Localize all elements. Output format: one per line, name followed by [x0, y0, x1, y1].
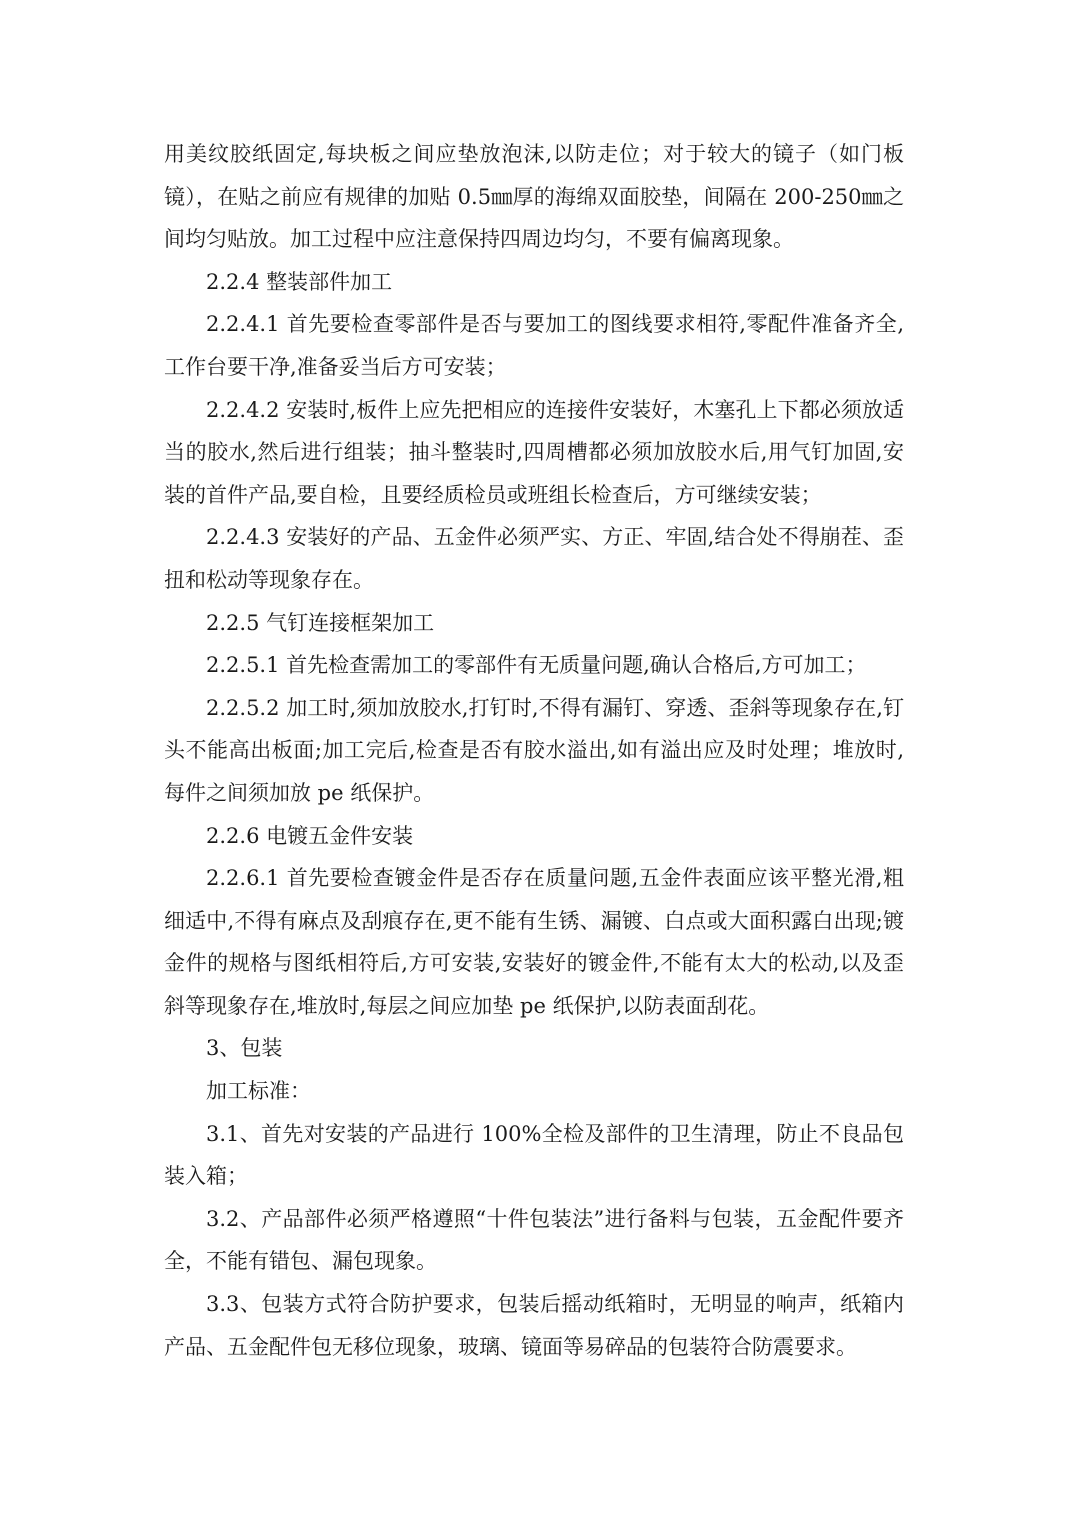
paragraph-2-2-6-1: 2.2.6.1 首先要检查镀金件是否存在质量问题,五金件表面应该平整光滑,粗细适中,不得有麻点及刮痕存在,更不能有生锈、漏镀、白点或大面积露白出现;镀金件的规格与图纸相符后,方可安装,安装好的镀金件,不能有太大的松动,以及歪斜等现象存在,堆放时,每层之间应加垫 pe 纸保护,以防表面刮花。	[164, 866, 904, 1018]
section-heading-2-2-5: 2.2.5 气钉连接框架加工	[206, 610, 435, 635]
paragraph-1: 用美纹胶纸固定,每块板之间应垫放泡沫,以防走位；对于较大的镜子（如门板镜），在贴之前应有规律的加贴 0.5㎜厚的海绵双面胶垫，间隔在 200-250㎜之间均匀贴放。加工过程中应注意保持四周边均匀，不要有偏离现象。	[164, 142, 904, 252]
paragraph-3-2: 3.2、产品部件必须严格遵照“十件包装法”进行备料与包装，五金配件要齐全，不能有错包、漏包现象。	[164, 1206, 904, 1274]
paragraph-2-2-4-2: 2.2.4.2 安装时,板件上应先把相应的连接件安装好，木塞孔上下都必须放适当的胶水,然后进行组装；抽斗整装时,四周槽都必须加放胶水后,用气钉加固,安装的首件产品,要自检，且要经质检员或班组长检查后，方可继续安装；	[164, 397, 904, 507]
paragraph-2-2-5-1: 2.2.5.1 首先检查需加工的零部件有无质量问题,确认合格后,方可加工；	[206, 653, 867, 678]
paragraph-2-2-4-3: 2.2.4.3 安装好的产品、五金件必须严实、方正、牢固,结合处不得崩茬、歪扭和松动等现象存在。	[164, 525, 904, 592]
paragraph-2-2-4-1: 2.2.4.1 首先要检查零部件是否与要加工的图线要求相符,零配件准备齐全,工作台要干净,准备妥当后方可安装；	[164, 312, 904, 379]
processing-standard-label: 加工标准：	[206, 1079, 311, 1104]
section-heading-2-2-6: 2.2.6 电镀五金件安装	[206, 823, 414, 848]
paragraph-3-3: 3.3、包装方式符合防护要求，包装后摇动纸箱时，无明显的响声，纸箱内产品、五金配件包无移位现象，玻璃、镜面等易碎品的包装符合防震要求。	[164, 1292, 904, 1359]
paragraph-2-2-5-2: 2.2.5.2 加工时,须加放胶水,打钉时,不得有漏钉、穿透、歪斜等现象存在,钉头不能高出板面;加工完后,检查是否有胶水溢出,如有溢出应及时处理；堆放时,每件之间须加放 pe 纸保护。	[164, 695, 904, 805]
document-body	[164, 133, 904, 1368]
paragraph-3-1: 3.1、首先对安装的产品进行 100%全检及部件的卫生清理，防止不良品包装入箱；	[164, 1121, 904, 1189]
section-heading-2-2-4: 2.2.4 整装部件加工	[206, 269, 393, 294]
section-heading-3: 3、包装	[206, 1036, 283, 1061]
